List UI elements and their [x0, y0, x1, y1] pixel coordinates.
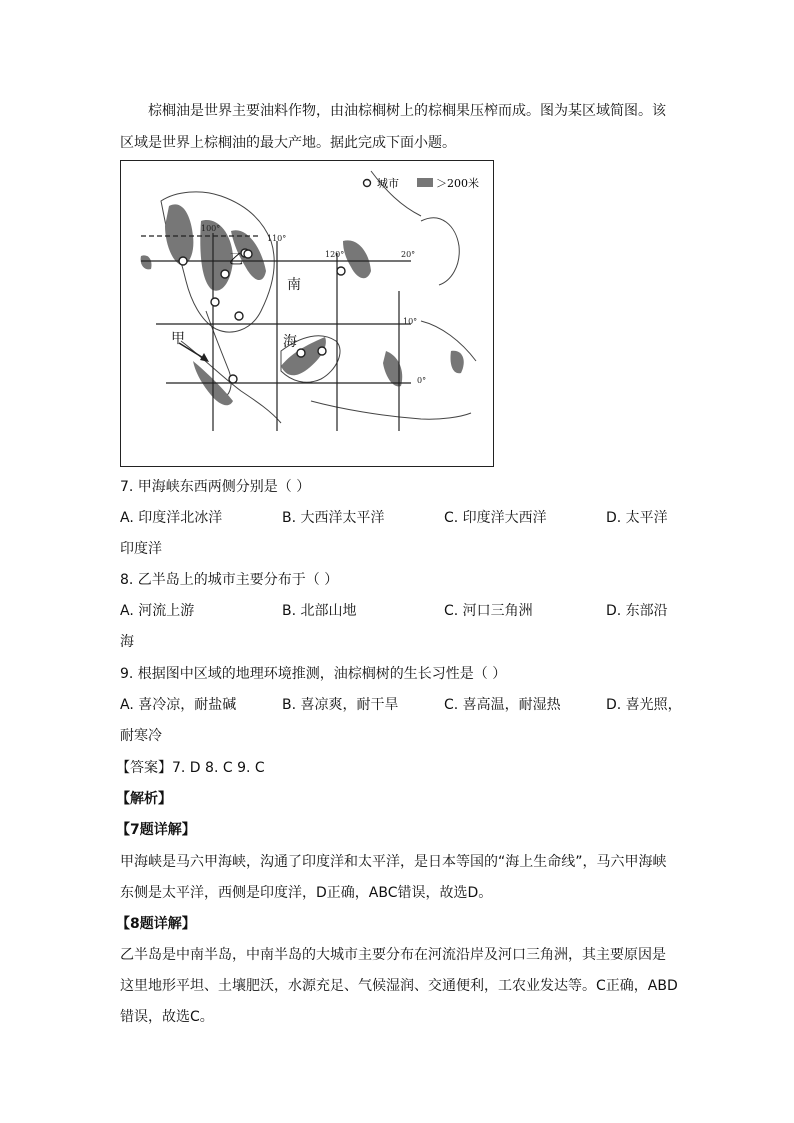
city-marker	[337, 267, 345, 275]
q8-option-d: D. 东部沿	[606, 603, 668, 619]
legend-high-swatch	[417, 178, 433, 187]
label-jia: 甲	[171, 331, 185, 347]
lat-10-label: 10°	[403, 317, 418, 326]
q9-option-d: D. 喜光照，	[606, 697, 682, 713]
label-hai: 海	[283, 334, 297, 350]
label-yi: 乙	[229, 252, 243, 268]
lat-20-label: 20°	[401, 250, 416, 259]
lat-0-label: 0°	[417, 376, 427, 385]
q7-detail-title: 【7题详解】	[116, 822, 196, 838]
intro-line-1: 棕榈油是世界主要油料作物，由油棕榈树上的棕榈果压榨而成。图为某区域简图。该	[148, 103, 666, 119]
q7-option-d: D. 太平洋	[606, 510, 668, 526]
city-marker	[221, 270, 229, 278]
q9-option-d-wrap: 耐寒冷	[120, 728, 162, 744]
city-marker	[318, 347, 326, 355]
q8-option-d-wrap: 海	[120, 634, 134, 650]
q8-stem: 8. 乙半岛上的城市主要分布于（ ）	[120, 572, 339, 588]
legend-city-icon	[364, 180, 371, 187]
lon-120-label: 120°	[325, 250, 345, 259]
city-marker	[179, 257, 187, 265]
q8-detail-line-3: 错误，故选C。	[120, 1009, 214, 1025]
city-marker	[229, 375, 237, 383]
region-map-svg	[121, 161, 493, 466]
q8-option-b: B. 北部山地	[282, 603, 357, 619]
legend	[364, 176, 480, 190]
q9-option-b: B. 喜凉爽，耐干旱	[282, 697, 399, 713]
q8-detail-line-2: 这里地形平坦、土壤肥沃，水源充足、气候湿润、交通便利，工农业发达等。C正确，ABD	[120, 978, 678, 994]
q7-detail-line-1: 甲海峡是马六甲海峡，沟通了印度洋和太平洋，是日本等国的“海上生命线”，马六甲海峡	[120, 854, 667, 870]
label-nan: 南	[287, 277, 301, 293]
q7-stem: 7. 甲海峡东西两侧分别是（ ）	[120, 479, 311, 495]
q9-stem: 9. 根据图中区域的地理环境推测，油棕榈树的生长习性是（ ）	[120, 666, 507, 682]
region-map	[120, 160, 494, 467]
city-marker	[235, 312, 243, 320]
q7-option-b: B. 大西洋太平洋	[282, 510, 385, 526]
intro-line-2: 区域是世界上棕榈油的最大产地。据此完成下面小题。	[120, 135, 456, 151]
city-marker	[244, 250, 252, 258]
q9-option-c: C. 喜高温，耐湿热	[444, 697, 561, 713]
highland-areas	[141, 204, 464, 405]
analysis-title: 【解析】	[116, 791, 172, 807]
q7-option-d-wrap: 印度洋	[120, 541, 162, 557]
q7-option-c: C. 印度洋大西洋	[444, 510, 547, 526]
q7-option-a: A. 印度洋北冰洋	[120, 510, 223, 526]
place-labels	[171, 252, 301, 350]
q8-detail-line-1: 乙半岛是中南半岛，中南半岛的大城市主要分布在河流沿岸及河口三角洲，其主要原因是	[120, 947, 666, 963]
legend-high-label: ＞200米	[436, 177, 479, 190]
legend-city-label: 城市	[377, 177, 399, 190]
q8-detail-title: 【8题详解】	[116, 916, 196, 932]
q8-option-a: A. 河流上游	[120, 603, 195, 619]
q7-detail-line-2: 东侧是太平洋，西侧是印度洋，D正确，ABC错误，故选D。	[120, 885, 493, 901]
q8-option-c: C. 河口三角洲	[444, 603, 533, 619]
city-marker	[211, 298, 219, 306]
lon-110-label: 110°	[267, 234, 287, 243]
q9-option-a: A. 喜冷凉，耐盐碱	[120, 697, 237, 713]
answer-line: 【答案】7. D 8. C 9. C	[116, 760, 265, 776]
lon-100-label: 100°	[201, 224, 221, 233]
city-marker	[297, 349, 305, 357]
